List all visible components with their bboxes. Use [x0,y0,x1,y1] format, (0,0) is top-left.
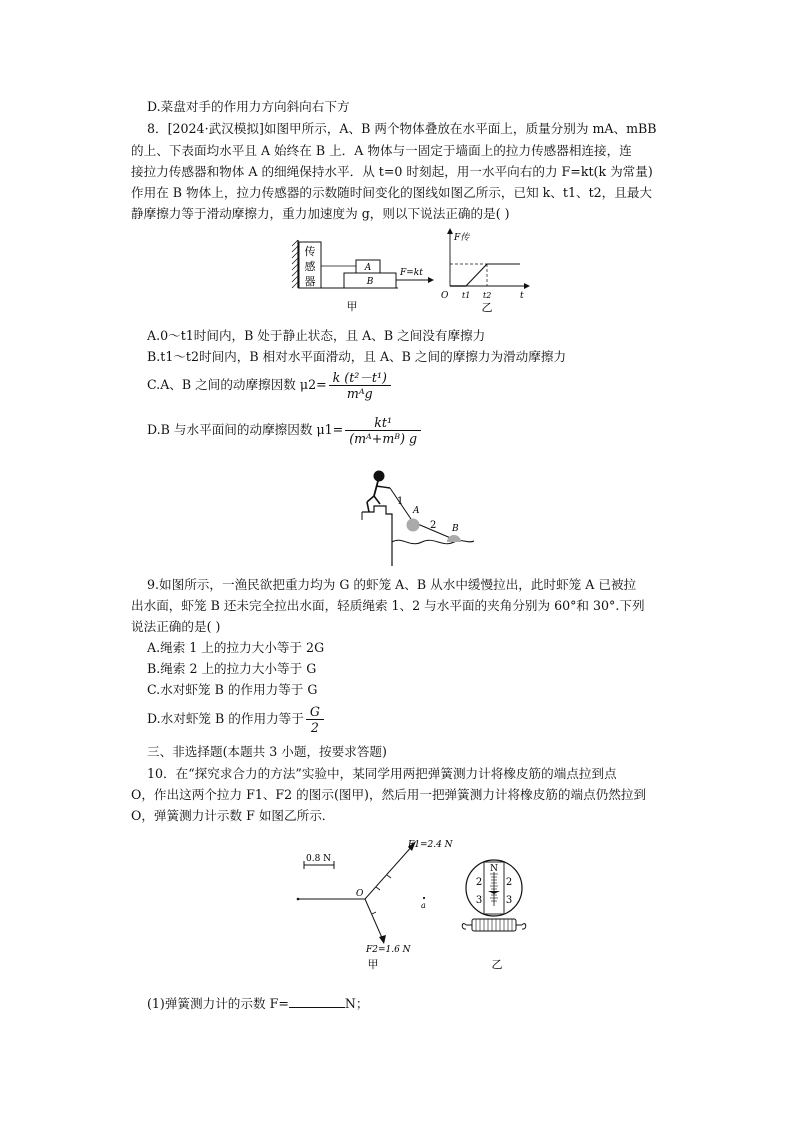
q10-sub-1-prefix: (1)弹簧测力计的示数 F= [147,996,289,1011]
cage-a-label: A [413,506,420,516]
dial-3-left: 3 [475,895,483,906]
cage-b-label: B [452,524,459,534]
caption-yi: 乙 [481,301,493,314]
q9-line-1: 9.如图所示，一渔民欲把重力均为 G 的虾笼 A、B 从水中缓慢拉出，此时虾笼 A 已被拉 [147,577,637,592]
sensor-char-3: 器 [304,275,316,288]
f2-label: F2=1.6 N [366,945,411,955]
q8-line-1: 8．[2024·武汉模拟]如图甲所示，A、B 两个物体叠放在水平面上，质量分别为 mA、mBB [147,121,657,136]
q9-option-b: B.绳索 2 上的拉力大小等于 G [147,661,317,676]
sensor-char-1: 传 [304,245,316,258]
fraction-denominator: (mᴬ+mᴮ) g [345,430,421,446]
q8-option-c [147,370,391,401]
figure-yi [462,860,526,971]
block-a-label: A [364,263,372,273]
q9-line-2: 出水面，虾笼 B 还未完全拉出水面，轻质绳索 1、2 与水平面的夹角分别为 60°和 30°.下列 [131,598,645,613]
caption-jia: 甲 [346,300,358,313]
axis-y-label: F传 [454,233,470,243]
figure-yi [441,228,530,314]
fraction-numerator: kt¹ [374,415,393,430]
q10-line-2: O，作出这两个拉力 F1、F2 的图示(图甲)，然后用一把弹簧测力计将橡皮筋的端点仍然拉到 [131,787,647,802]
sensor-char-2: 感 [304,260,316,273]
q8-figure [290,226,540,316]
scale-label: 0.8 N [306,854,332,864]
answer-blank[interactable] [289,994,345,1008]
q10-line-1: 10．在“探究求合力的方法”实验中，某同学用两把弹簧测力计将橡皮筋的端点拉到点 [147,766,617,781]
q8-option-d [147,415,421,446]
force-label: F=kt [400,268,423,278]
axis-x-label: t [520,291,524,301]
q8-line-3: 接拉力传感器和物体 A 的细绳保持水平．从 t=0 时刻起，用一水平向右的力 F=kt(k 为常量) [131,164,653,179]
q8-option-c-prefix: C.A、B 之间的动摩擦因数 μ2= [147,377,327,392]
q9-option-d-fraction [306,704,324,735]
dial-n-label: N [490,864,498,874]
q9-line-3: 说法正确的是( ) [131,619,221,634]
f1-label: F1=2.4 N [408,840,453,850]
dial-2-left: 2 [475,877,483,888]
q9-option-d [147,704,324,735]
q8-option-b: B.t1～t2时间内，B 相对水平面滑动，且 A、B 之间的摩擦力为滑动摩擦力 [147,349,567,364]
dial-2-right: 2 [505,877,513,888]
rope-2-label: 2 [430,520,437,531]
fraction-numerator: k (t²－t¹) [332,370,387,385]
figure-jia [297,840,454,971]
block-b-label: B [366,277,374,287]
point-a-label: a [421,901,426,910]
q10-sub-1 [147,994,369,1013]
q8-line-2: 的上、下表面均水平且 A 始终在 B 上．A 物体与一固定于墙面上的拉力传感器相连接，连 [131,143,632,158]
q9-option-d-prefix: D.水对虾笼 B 的作用力等于 [147,711,304,726]
caption-yi: 乙 [491,958,503,971]
q10-figure [290,830,540,980]
axis-origin-label: O [441,291,449,301]
q8-option-d-prefix: D.B 与水平面间的动摩擦因数 μ1= [147,422,344,437]
figure-jia [292,240,434,313]
q8-option-d-fraction [345,415,421,446]
t2-label: t2 [483,291,492,300]
dial-3-right: 3 [505,895,513,906]
q8-line-5: 静摩擦力等于滑动摩擦力，重力加速度为 g，则以下说法正确的是( ) [131,206,510,221]
q8-line-4: 作用在 B 物体上，拉力传感器的示数随时间变化的图线如图乙所示，已知 k、t1、t2，且最大 [131,185,653,200]
fraction-denominator: mᴬg [329,385,391,401]
q9-option-c: C.水对虾笼 B 的作用力等于 G [147,682,318,697]
rope-1-label: 1 [397,496,404,507]
q10-line-3: O，弹簧测力计示数 F 如图乙所示． [131,808,335,823]
q10-sub-1-suffix: N； [344,996,369,1011]
q8-option-c-fraction [329,370,391,401]
caption-jia: 甲 [367,958,379,971]
q8-option-a: A.0～t1时间内，B 处于静止状态，且 A、B 之间没有摩擦力 [147,328,486,343]
section-3-heading: 三、非选择题(本题共 3 小题，按要求答题) [147,744,387,759]
q7-option-d: D.菜盘对手的作用力方向斜向右下方 [147,99,350,114]
t1-label: t1 [462,291,471,300]
fraction-numerator: G [309,704,320,719]
fraction-denominator: 2 [306,719,324,735]
q9-figure [350,466,480,570]
q9-option-a: A.绳索 1 上的拉力大小等于 2G [147,640,325,655]
point-o-label: O [356,889,364,899]
